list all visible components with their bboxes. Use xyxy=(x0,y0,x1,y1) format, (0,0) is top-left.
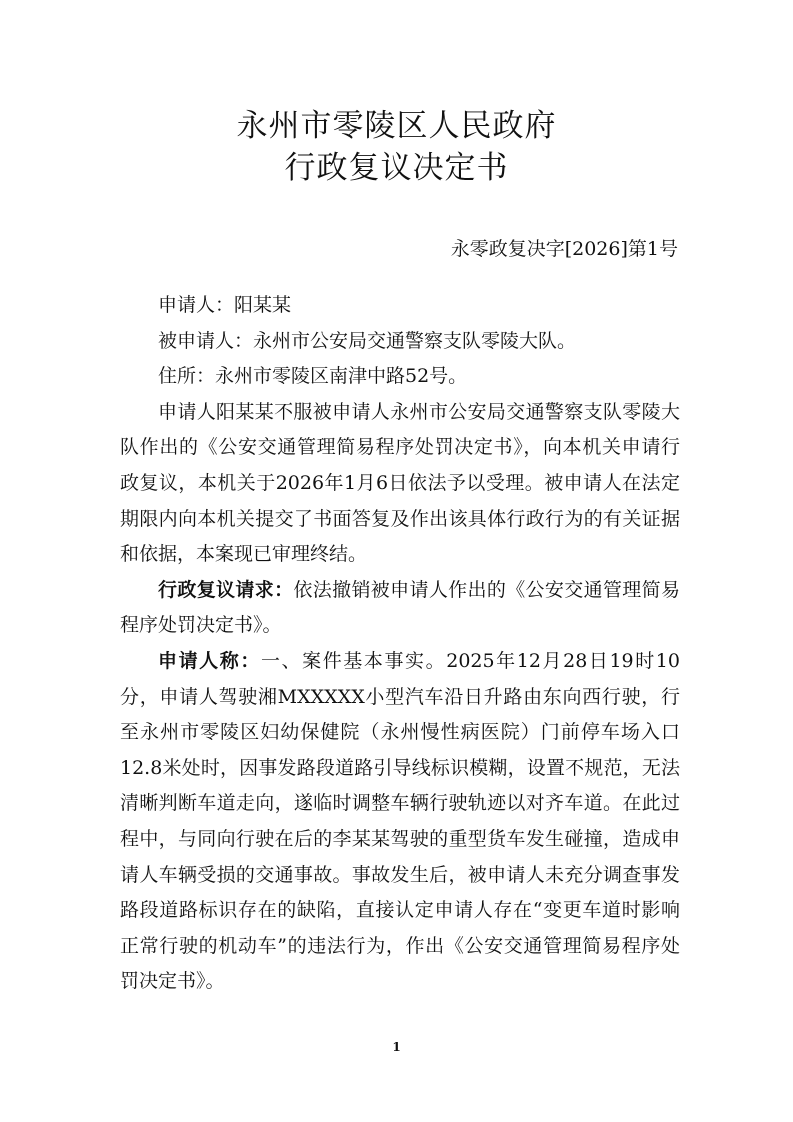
respondent-line: 被申请人：永州市公安局交通警察支队零陵大队。 xyxy=(158,329,577,352)
claim-text: 一、案件基本事实。2025年12月28日19时10分，申请人驾驶湘MXXXXX小型汽车沿日升路由东向西行驶，行至永州市零陵区妇幼保健院（永州慢性病医院）门前停车场入口12.8米处时，因事发路段道路引导线标识模糊，设置不规范，无法清晰判断车道走向，遂临时调整车辆行驶轨迹以对齐车道。在此过程中，与同向行驶在后的李某某驾驶的重型货车发生碰撞，造成申请人车辆受损的交通事故。事故发生后，被申请人未充分调查事发路段道路标识存在的缺陷，直接认定申请人存在“变更车道时影响正常行驶的机动车”的违法行为，作出《公安交通管理简易程序处罚决定书》。 xyxy=(120,649,680,993)
request-label: 行政复议请求： xyxy=(158,578,294,601)
address-line: 住所：永州市零陵区南津中路52号。 xyxy=(158,365,468,388)
claim-paragraph xyxy=(120,644,680,1000)
request-paragraph xyxy=(120,573,680,644)
request-text: 依法撤销被申请人作出的《公安交通管理简易程序处罚决定书》。 xyxy=(120,578,680,637)
page-number: 1 xyxy=(392,1040,401,1054)
intro-paragraph: 申请人阳某某不服被申请人永州市公安局交通警察支队零陵大队作出的《公安交通管理简易程序处罚决定书》，向本机关申请行政复议，本机关于2026年1月6日依法予以受理。被申请人在法定期限内向本机关提交了书面答复及作出该具体行政行为的有关证据和依据，本案现已审理终结。 xyxy=(120,400,680,566)
claim-label: 申请人称： xyxy=(158,649,261,672)
document-body xyxy=(120,288,680,1000)
document-title-type: 行政复议决定书 xyxy=(284,150,509,186)
document-number: 永零政复决字[2026]第1号 xyxy=(450,238,678,260)
document-title-issuer: 永州市零陵区人民政府 xyxy=(236,108,557,144)
applicant-line: 申请人：阳某某 xyxy=(158,294,292,316)
